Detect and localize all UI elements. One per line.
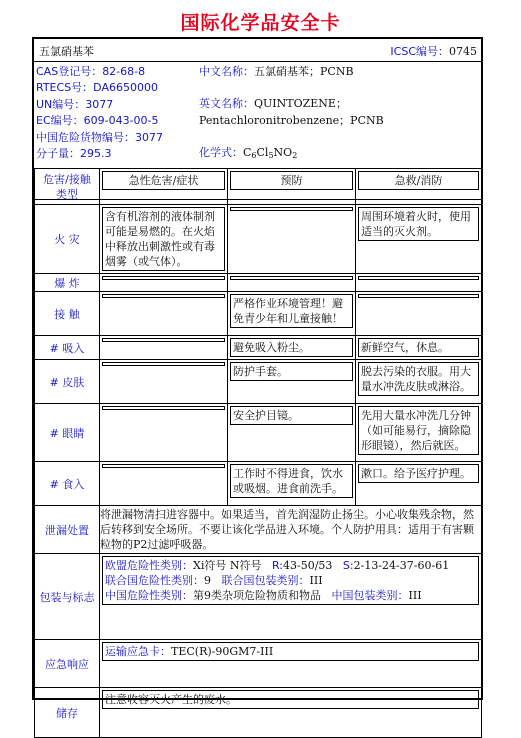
fire-prevention	[228, 205, 356, 274]
table-row	[35, 640, 482, 688]
packaging-text: 欧盟危险性类别：Xi符号 N符号 R:43-50/53 S:2-13-24-37-60-61 联合国危险性类别：9 联合国包装类别：III 中国危险性类别：第9类杂项危险物质和物品 中国包装类别：III	[100, 554, 482, 640]
table-row	[35, 688, 482, 738]
header-prevention: 预防	[228, 169, 356, 205]
molecular-weight: 分子量：295.3	[36, 147, 112, 161]
row-cat-fire: 火 灾	[35, 205, 100, 274]
cn-name-value: 五氯硝基苯；PCNB	[254, 65, 354, 78]
ingest-prevention: 工作时不得进食，饮水或吸烟。进食前洗手。	[228, 462, 356, 506]
skin-firstaid: 脱去污染的衣服。用大量水冲洗皮肤或淋浴。	[356, 360, 482, 404]
row-cat-storage: 储存	[35, 688, 100, 738]
names-block	[199, 64, 384, 165]
contact-prevention: 严格作业环境管理！避免青少年和儿童接触！	[228, 292, 356, 336]
chemical-name: 五氯硝基苯	[39, 45, 94, 58]
en-name-value-1: QUINTOZENE；	[254, 97, 347, 111]
header-acute: 急性危害/症状	[100, 169, 228, 205]
table-row	[35, 336, 482, 360]
table-header-row	[35, 169, 482, 205]
explosion-acute	[100, 274, 228, 292]
en-name-label: 英文名称：	[199, 97, 254, 111]
cn-name	[199, 64, 384, 80]
icsc-number	[390, 43, 477, 59]
eye-prevention: 安全护目镜。	[228, 404, 356, 462]
safety-card	[32, 37, 483, 720]
row-cat-contact: 接 触	[35, 292, 100, 336]
emergency-text: 运输应急卡：TEC(R)-90GM7-III	[100, 640, 482, 688]
row-cat-skin: # 皮肤	[35, 360, 100, 404]
header-firstaid: 急救/消防	[356, 169, 482, 205]
row-cat-ingest: # 食入	[35, 462, 100, 506]
storage-text: 注意收容灭火产生的废水。	[100, 688, 482, 738]
table-row	[35, 360, 482, 404]
row-cat-spill: 泄漏处置	[35, 506, 100, 554]
rtecs-number: RTECS号：DA6650000	[36, 81, 158, 95]
header-type: 危害/接触 类型	[35, 169, 100, 205]
chemical-formula: 化学式：$C_6Cl_5NO_2$	[199, 146, 298, 161]
eye-acute	[100, 404, 228, 462]
inhale-prevention: 避免吸入粉尘。	[228, 336, 356, 360]
row-cat-eye: # 眼睛	[35, 404, 100, 462]
card-title: 国际化学品安全卡	[180, 12, 341, 34]
contact-firstaid	[356, 292, 482, 336]
cn-name-label: 中文名称：	[199, 65, 254, 78]
hazard-table	[34, 168, 482, 738]
skin-acute	[100, 360, 228, 404]
explosion-firstaid	[356, 274, 482, 292]
spill-text: 将泄漏物清扫进容器中。如果适当，首先润湿防止扬尘。小心收集残余物，然后转移到安全场所。不要让该化学品进入环境。个人防护用具：适用于有害颗粒物的P2过滤呼吸器。	[100, 506, 482, 554]
row-cat-explosion: 爆 炸	[35, 274, 100, 292]
eye-firstaid: 先用大量水冲洗几分钟（如可能易行，摘除隐形眼镜），然后就医。	[356, 404, 482, 462]
card-header	[34, 39, 481, 62]
formula-label: 化学式：	[199, 146, 243, 160]
table-row	[35, 205, 482, 274]
fire-acute: 含有机溶剂的液体制剂可能是易燃的。在火焰中释放出刺激性或有毒烟雾（或气体）。	[100, 205, 228, 274]
table-row	[35, 554, 482, 640]
en-name-value-2: Pentachloronitrobenzene；PCNB	[199, 113, 384, 127]
table-row	[35, 462, 482, 506]
ec-number: EC编号：609-043-00-5	[36, 114, 159, 128]
explosion-prevention	[228, 274, 356, 292]
table-row	[35, 404, 482, 462]
ingest-acute	[100, 462, 228, 506]
inhale-firstaid: 新鲜空气，休息。	[356, 336, 482, 360]
row-cat-emergency: 应急响应	[35, 640, 100, 688]
row-cat-packaging: 包装与标志	[35, 554, 100, 640]
table-row	[35, 292, 482, 336]
skin-prevention: 防护手套。	[228, 360, 356, 404]
table-row	[35, 506, 482, 554]
inhale-acute	[100, 336, 228, 360]
cn-dangerous-goods-number: 中国危险货物编号：3077	[36, 130, 163, 144]
ingest-firstaid: 漱口。给予医疗护理。	[356, 462, 482, 506]
icsc-label: ICSC编号：	[390, 45, 449, 58]
row-cat-inhale: # 吸入	[35, 336, 100, 360]
table-row	[35, 274, 482, 292]
fire-firstaid: 周围环境着火时，使用适当的灭火剂。	[356, 205, 482, 274]
contact-acute	[100, 292, 228, 336]
en-name	[199, 96, 384, 112]
un-number: UN编号：3077	[36, 97, 114, 111]
identifier-list	[36, 64, 163, 162]
cas-number: CAS登记号：82-68-8	[36, 65, 146, 78]
icsc-value: 0745	[449, 45, 477, 58]
